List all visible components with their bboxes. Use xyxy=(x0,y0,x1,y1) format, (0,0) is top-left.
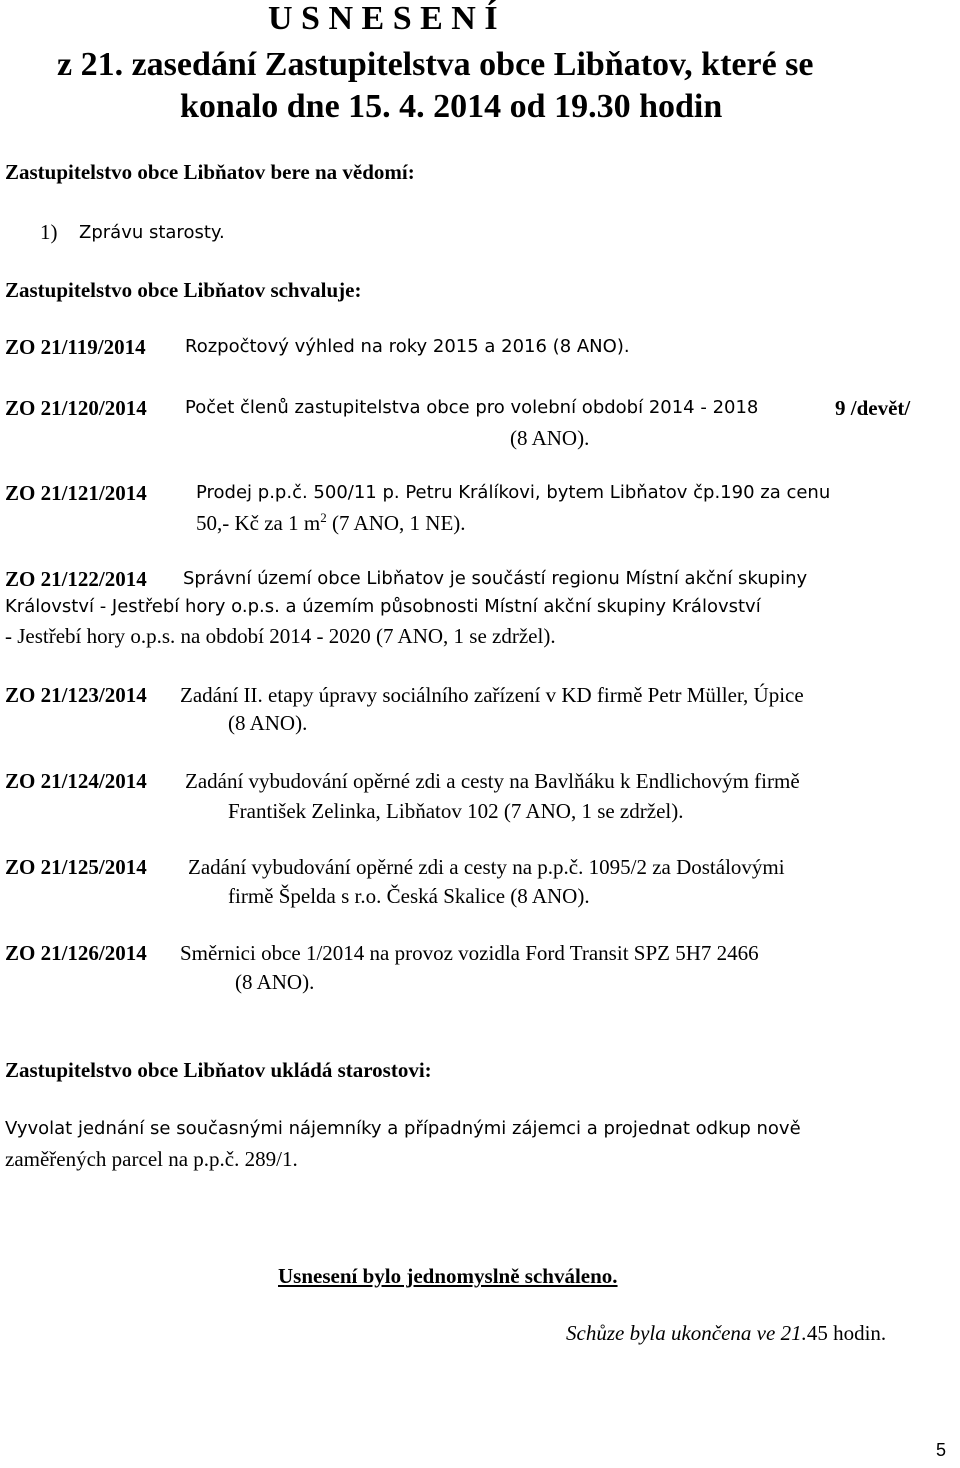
resolution-code-119: ZO 21/119/2014 xyxy=(5,335,146,359)
unit-exponent: 2 xyxy=(320,510,327,525)
resolution-code-123: ZO 21/123/2014 xyxy=(5,683,147,707)
tasks-text-line2: zaměřených parcel na p.p.č. 289/1. xyxy=(5,1147,298,1171)
price-per-unit: 50,- Kč za 1 m xyxy=(196,511,321,535)
resolution-member-count: 9 /devět/ xyxy=(835,396,911,420)
resolution-text-125: Zadání vybudování opěrné zdi a cesty na p.p.č. 1095/2 za Dostálovými xyxy=(188,855,785,879)
resolution-code-126: ZO 21/126/2014 xyxy=(5,941,147,965)
resolution-text-122: Správní území obce Libňatov je součástí regionu Místní akční skupiny xyxy=(183,568,808,589)
approves-heading: Zastupitelstvo obce Libňatov schvaluje: xyxy=(5,278,362,302)
resolution-text-126: Směrnici obce 1/2014 na provoz vozidla Ford Transit SPZ 5H7 2466 xyxy=(180,941,759,965)
resolution-code-121: ZO 21/121/2014 xyxy=(5,481,147,505)
resolution-text-119: Rozpočtový výhled na roky 2015 a 2016 (8 ANO). xyxy=(185,336,630,357)
tasks-heading: Zastupitelstvo obce Libňatov ukládá starostovi: xyxy=(5,1058,432,1082)
resolution-vote-126: (8 ANO). xyxy=(235,970,315,994)
resolution-vote-121: (7 ANO, 1 NE). xyxy=(326,511,466,535)
resolution-code-124: ZO 21/124/2014 xyxy=(5,769,147,793)
resolution-text-120: Počet členů zastupitelstva obce pro volební období 2014 - 2018 xyxy=(185,397,759,418)
resolution-text-124: Zadání vybudování opěrné zdi a cesty na Bavlňáku k Endlichovým firmě xyxy=(185,769,800,793)
closing-time-italic: Schůze byla ukončena ve 21. xyxy=(566,1321,807,1345)
page-number: 5 xyxy=(936,1440,947,1460)
document-subtitle-line2: konalo dne 15. 4. 2014 od 19.30 hodin xyxy=(180,88,723,125)
resolution-text-122-line3: - Jestřebí hory o.p.s. na období 2014 - 2020 (7 ANO, 1 se zdržel). xyxy=(5,624,556,648)
notes-heading: Zastupitelstvo obce Libňatov bere na vědomí: xyxy=(5,160,415,184)
resolution-code-122: ZO 21/122/2014 xyxy=(5,567,147,591)
resolution-vote-124: František Zelinka, Libňatov 102 (7 ANO, 1 se zdržel). xyxy=(228,799,684,823)
resolution-text-121: Prodej p.p.č. 500/11 p. Petru Králíkovi, bytem Libňatov čp.190 za cenu xyxy=(196,482,831,503)
resolution-code-120: ZO 21/120/2014 xyxy=(5,396,147,420)
resolution-text-122-line2: Království - Jestřebí hory o.p.s. a územím působnosti Místní akční skupiny Království xyxy=(5,596,761,617)
notes-item-text: Zprávu starosty. xyxy=(79,222,225,243)
resolution-vote-120: (8 ANO). xyxy=(510,426,590,450)
notes-item-number: 1) xyxy=(40,220,58,244)
meeting-closing xyxy=(566,1321,886,1346)
resolution-vote-123: (8 ANO). xyxy=(228,711,308,735)
resolution-text-123: Zadání II. etapy úpravy sociálního zařízení v KD firmě Petr Müller, Úpice xyxy=(180,683,804,707)
unanimous-approval: Usnesení bylo jednomyslně schváleno. xyxy=(278,1264,618,1288)
document-subtitle-line1: z 21. zasedání Zastupitelstva obce Libňatov, které se xyxy=(57,46,814,83)
resolution-code-125: ZO 21/125/2014 xyxy=(5,855,147,879)
closing-time-rest: 45 hodin. xyxy=(806,1321,887,1345)
document-title: U S N E S E N Í xyxy=(268,0,498,37)
tasks-text-line1: Vyvolat jednání se současnými nájemníky a případnými zájemci a projednat odkup nově xyxy=(5,1118,801,1139)
resolution-vote-125: firmě Špelda s r.o. Česká Skalice (8 ANO). xyxy=(228,884,590,908)
resolution-price-121 xyxy=(196,510,466,536)
